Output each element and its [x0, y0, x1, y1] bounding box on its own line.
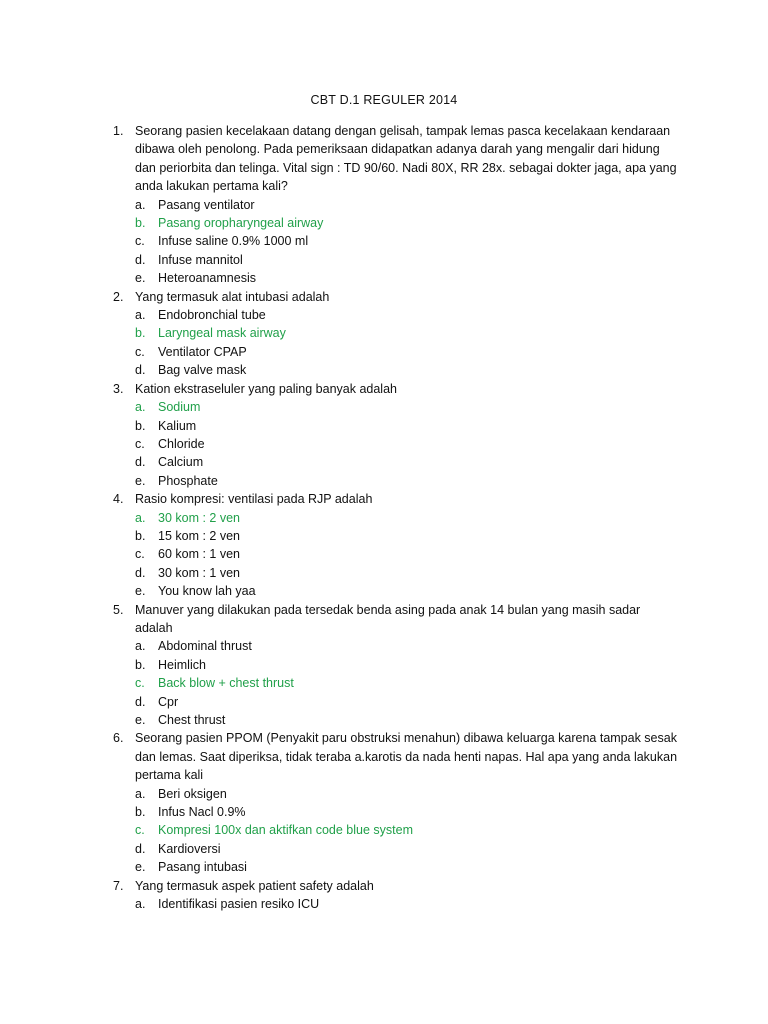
- option-text: Infuse mannitol: [158, 252, 243, 267]
- question-text-line: adalah: [135, 620, 173, 635]
- option-letter: a.: [135, 897, 146, 912]
- option-text: 15 kom : 2 ven: [158, 528, 240, 543]
- option-text: 60 kom : 1 ven: [158, 547, 240, 562]
- option-letter: d.: [135, 565, 146, 580]
- option-letter: c.: [135, 344, 145, 359]
- answer-option: [113, 196, 688, 214]
- question-list: [113, 122, 688, 913]
- question-text-line: dibawa oleh penolong. Pada pemeriksaan didapatkan adanya darah yang mengalir dari hidung: [135, 142, 660, 157]
- answer-option: [113, 343, 688, 361]
- answer-option: [113, 417, 688, 435]
- question-item: [113, 729, 688, 784]
- question-item: [113, 601, 688, 638]
- question-text-line: Rasio kompresi: ventilasi pada RJP adalah: [135, 492, 373, 507]
- question-number: 2.: [113, 289, 124, 304]
- option-text: Pasang oropharyngeal airway: [158, 216, 324, 231]
- question-item: [113, 490, 688, 508]
- option-letter: a.: [135, 400, 146, 415]
- option-letter: a.: [135, 786, 146, 801]
- answer-option: [113, 545, 688, 563]
- option-letter: c.: [135, 234, 145, 249]
- option-letter: c.: [135, 823, 145, 838]
- option-letter: d.: [135, 455, 146, 470]
- document-title: CBT D.1 REGULER 2014: [310, 93, 458, 107]
- question-item: [113, 122, 688, 196]
- option-letter: b.: [135, 657, 146, 672]
- answer-option: [113, 785, 688, 803]
- question-text-line: Yang termasuk alat intubasi adalah: [135, 289, 330, 304]
- option-text: Kalium: [158, 418, 197, 433]
- question-number: 4.: [113, 492, 124, 507]
- question-item: [113, 288, 688, 306]
- answer-option: [113, 453, 688, 471]
- answer-option: [113, 564, 688, 582]
- answer-option: [113, 656, 688, 674]
- option-text: You know lah yaa: [158, 584, 256, 599]
- option-letter: a.: [135, 197, 146, 212]
- option-text: Back blow + chest thrust: [158, 676, 294, 691]
- option-text: Endobronchial tube: [158, 308, 266, 323]
- option-text: Laryngeal mask airway: [158, 326, 286, 341]
- option-text: Chloride: [158, 436, 205, 451]
- option-text: Chest thrust: [158, 713, 226, 727]
- option-text: Beri oksigen: [158, 786, 227, 801]
- option-letter: c.: [135, 436, 145, 451]
- answer-option: [113, 840, 688, 858]
- option-text: Sodium: [158, 400, 201, 415]
- option-letter: d.: [135, 694, 146, 709]
- option-text: Kompresi 100x dan aktifkan code blue system: [158, 823, 413, 838]
- answer-option: [113, 269, 688, 287]
- option-letter: e.: [135, 713, 146, 727]
- option-letter: a.: [135, 510, 146, 525]
- option-letter: e.: [135, 860, 146, 875]
- option-text: Abdominal thrust: [158, 639, 252, 654]
- option-text: Heimlich: [158, 657, 206, 672]
- question-text-line: Yang termasuk aspek patient safety adalah: [135, 878, 374, 893]
- option-letter: c.: [135, 547, 145, 562]
- option-letter: e.: [135, 473, 146, 488]
- answer-option: [113, 361, 688, 379]
- answer-option: [113, 693, 688, 711]
- option-text: Bag valve mask: [158, 363, 247, 378]
- question-text-line: dan lemas. Saat diperiksa, tidak teraba a.karotis da nada henti napas. Hal apa yang anda lakukan: [135, 749, 678, 764]
- answer-option-correct: [113, 674, 688, 692]
- option-letter: a.: [135, 639, 146, 654]
- option-letter: d.: [135, 841, 146, 856]
- option-letter: b.: [135, 418, 146, 433]
- answer-option-correct: [113, 214, 688, 232]
- question-text-line: anda lakukan pertama kali?: [135, 179, 288, 194]
- option-text: Calcium: [158, 455, 204, 470]
- question-number: 5.: [113, 602, 124, 617]
- answer-option: [113, 858, 688, 876]
- question-number: 3.: [113, 381, 124, 396]
- answer-option: [113, 435, 688, 453]
- answer-option-correct: [113, 821, 688, 839]
- option-letter: c.: [135, 676, 145, 691]
- option-letter: d.: [135, 252, 146, 267]
- question-item: [113, 380, 688, 398]
- answer-option: [113, 637, 688, 655]
- answer-option: [113, 895, 688, 913]
- option-text: Kardioversi: [158, 841, 221, 856]
- answer-option-correct: [113, 509, 688, 527]
- question-text-line: Kation ekstraseluler yang paling banyak adalah: [135, 381, 397, 396]
- option-text: Infus Nacl 0.9%: [158, 805, 246, 820]
- answer-option: [113, 582, 688, 600]
- option-letter: a.: [135, 308, 146, 323]
- option-letter: b.: [135, 805, 146, 820]
- question-number: 6.: [113, 731, 124, 746]
- option-text: 30 kom : 1 ven: [158, 565, 240, 580]
- option-letter: e.: [135, 584, 146, 599]
- option-text: Pasang ventilator: [158, 197, 255, 212]
- answer-option: [113, 803, 688, 821]
- question-text-line: Seorang pasien kecelakaan datang dengan gelisah, tampak lemas pasca kecelakaan kendaraan: [135, 124, 671, 138]
- option-text: Heteroanamnesis: [158, 271, 256, 286]
- question-item: [113, 877, 688, 895]
- option-text: 30 kom : 2 ven: [158, 510, 240, 525]
- question-text-line: Seorang pasien PPOM (Penyakit paru obstruksi menahun) dibawa keluarga karena tampak sesak: [135, 731, 677, 746]
- option-letter: d.: [135, 363, 146, 378]
- answer-option: [113, 232, 688, 250]
- answer-option: [113, 251, 688, 269]
- option-text: Infuse saline 0.9% 1000 ml: [158, 234, 309, 249]
- answer-option-correct: [113, 398, 688, 416]
- answer-option: [113, 527, 688, 545]
- option-text: Pasang intubasi: [158, 860, 247, 875]
- answer-option: [113, 711, 688, 729]
- question-number: 1.: [113, 124, 124, 138]
- question-text-line: pertama kali: [135, 768, 204, 783]
- option-letter: b.: [135, 326, 146, 341]
- option-letter: b.: [135, 216, 146, 231]
- answer-option: [113, 306, 688, 324]
- option-letter: e.: [135, 271, 146, 286]
- option-text: Cpr: [158, 694, 179, 709]
- option-letter: b.: [135, 528, 146, 543]
- option-text: Phosphate: [158, 473, 218, 488]
- option-text: Ventilator CPAP: [158, 344, 247, 359]
- question-number: 7.: [113, 878, 124, 893]
- option-text: Identifikasi pasien resiko ICU: [158, 897, 320, 912]
- answer-option: [113, 472, 688, 490]
- question-text-line: Manuver yang dilakukan pada tersedak benda asing pada anak 14 bulan yang masih sadar: [135, 602, 641, 617]
- answer-option-correct: [113, 324, 688, 342]
- question-text-line: dan periorbita dan telinga. Vital sign : TD 90/60. Nadi 80X, RR 28x. sebagai dokter jaga, apa yang: [135, 160, 677, 175]
